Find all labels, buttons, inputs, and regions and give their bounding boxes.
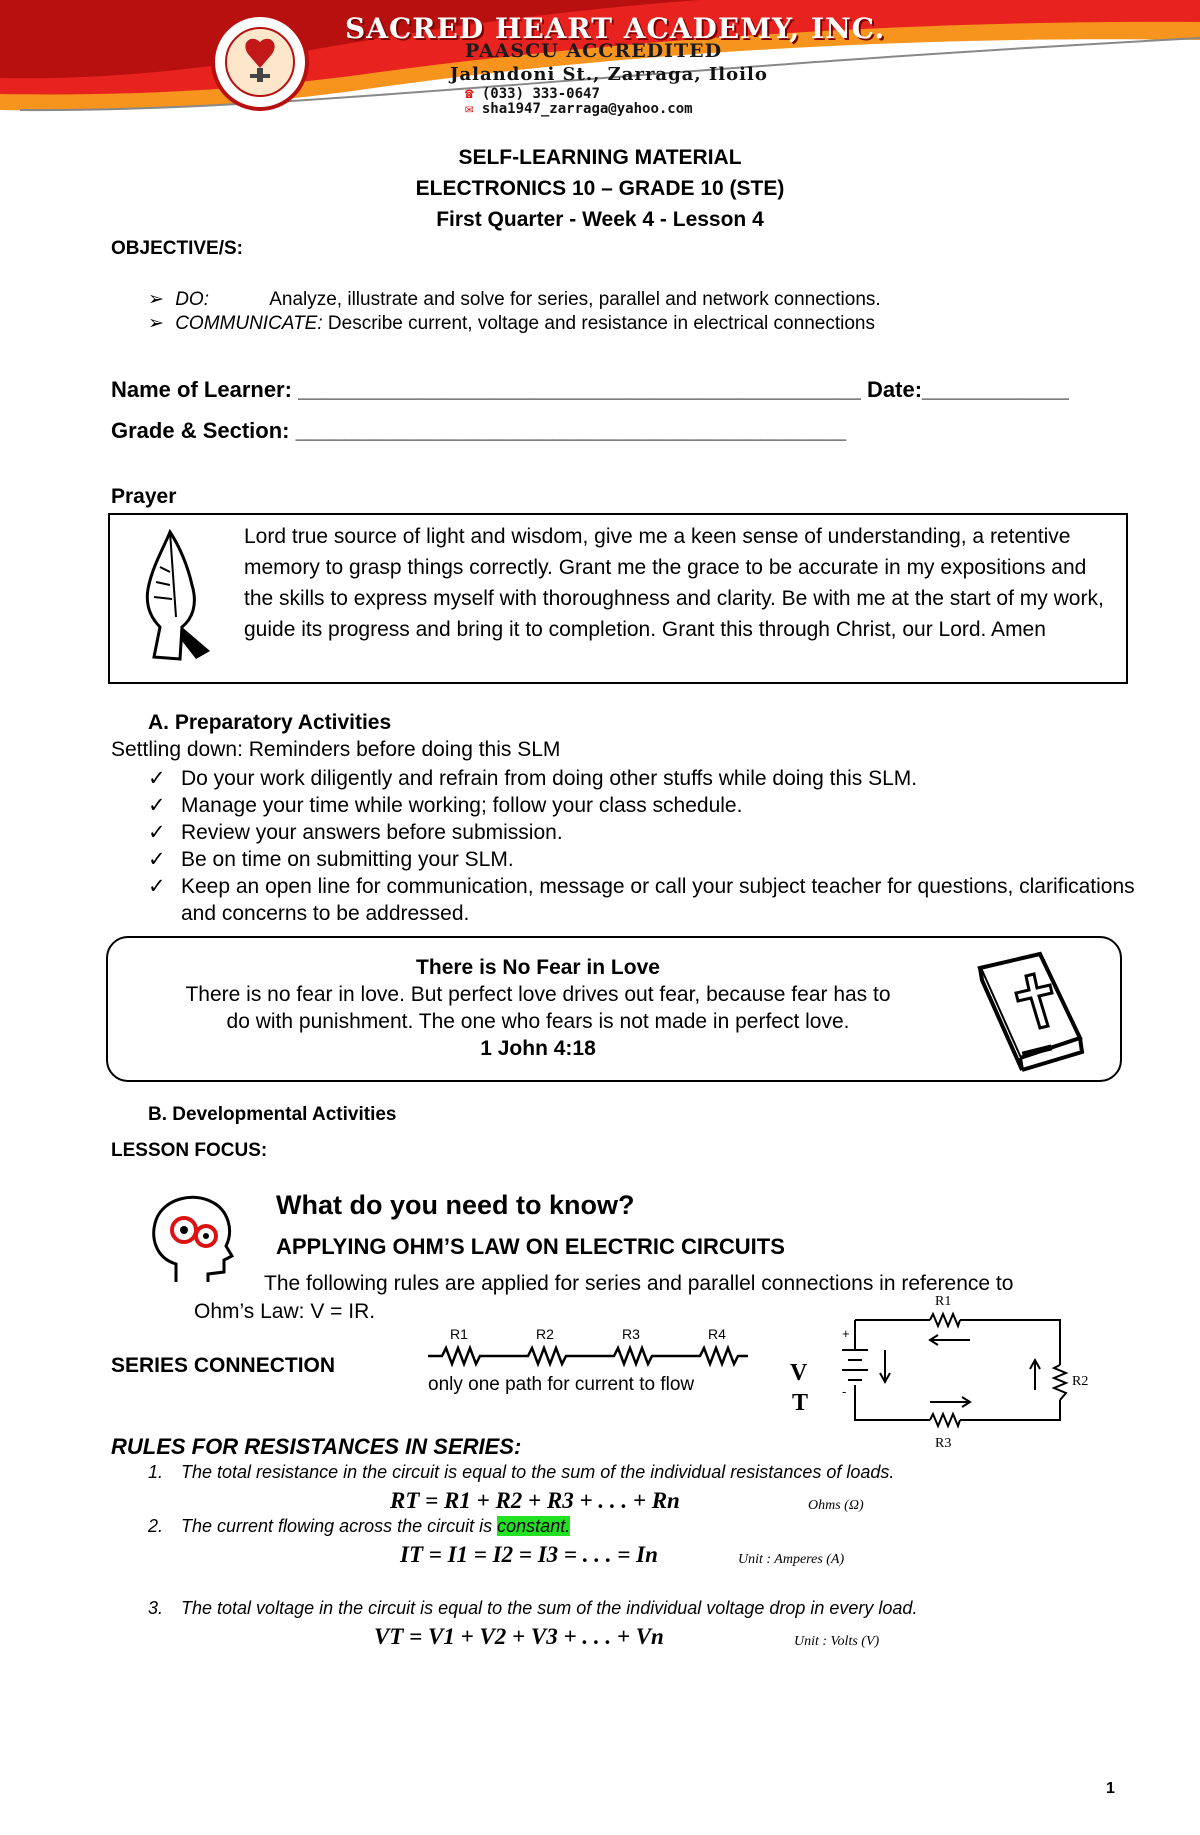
- reminder-item: ✓ Manage your time while working; follow your class schedule.: [148, 794, 743, 817]
- unit-ohms: Ohms (Ω): [808, 1498, 864, 1513]
- resistor-label: R1: [450, 1326, 468, 1342]
- resistor-label: R3: [622, 1326, 640, 1342]
- arrow-bullet-icon: ➢: [148, 289, 164, 310]
- checkmark-icon: ✓: [148, 875, 166, 898]
- reminder-item: ✓ Review your answers before submission.: [148, 821, 563, 844]
- school-name: SACRED HEART ACADEMY, INC.: [345, 12, 886, 45]
- preparatory-intro: Settling down: Reminders before doing this SLM: [111, 738, 561, 761]
- unit-amperes: Unit : Amperes (A): [738, 1552, 845, 1567]
- page-number: 1: [1106, 1780, 1115, 1797]
- prayer-text: Lord true source of light and wisdom, give me a keen sense of understanding, a retentive memory to grasp things correctly. Grant me the grace to be accurate in my expositions and the skills to express myself with thoroughness and clarity. Be with me at the start of my work, guide its progress and bring it to completion. Grant this through Christ, our Lord. Amen: [244, 525, 1104, 641]
- rules-heading: RULES FOR RESISTANCES IN SERIES:: [111, 1434, 522, 1459]
- mail-icon: ✉: [465, 101, 474, 117]
- rule-2: 2. The current flowing across the circuit is constant.: [148, 1516, 571, 1536]
- phone-icon: ☎: [465, 86, 474, 102]
- name-of-learner-field[interactable]: Name of Learner: ______________________________________________ Date:____________: [111, 377, 1069, 402]
- circuit-r2-label: R2: [1072, 1374, 1089, 1389]
- title-line-1: SELF-LEARNING MATERIAL: [458, 146, 742, 169]
- school-seal-icon: [210, 12, 310, 112]
- title-line-3: First Quarter - Week 4 - Lesson 4: [436, 208, 764, 231]
- need-to-know-heading: What do you need to know?: [276, 1190, 635, 1220]
- accreditation: PAASCU ACCREDITED: [465, 40, 723, 62]
- verse-line-2: do with punishment. The one who fears is not made in perfect love.: [226, 1010, 850, 1033]
- developmental-heading: B. Developmental Activities: [148, 1104, 397, 1125]
- series-circuit-diagram: [780, 1290, 1100, 1460]
- prayer-box: [108, 513, 1128, 684]
- verse-reference: 1 John 4:18: [480, 1037, 596, 1060]
- resistor-label: R4: [708, 1326, 726, 1342]
- school-email: ✉ sha1947_zarraga@yahoo.com: [465, 101, 693, 117]
- praying-hands-icon: [130, 527, 220, 662]
- reminder-item: ✓ Keep an open line for communication, message or call your subject teacher for questions, clarifications and concerns to be addressed.: [148, 875, 1135, 925]
- circuit-t-label: T: [792, 1390, 809, 1416]
- prayer-label: Prayer: [111, 485, 177, 508]
- lesson-focus-label: LESSON FOCUS:: [111, 1140, 268, 1161]
- series-caption: only one path for current to flow: [428, 1374, 695, 1395]
- formula-total-current: IT = I1 = I2 = I3 = . . . = In: [400, 1542, 658, 1567]
- rule-3: 3. The total voltage in the circuit is equal to the sum of the individual voltage drop in every load.: [148, 1598, 918, 1618]
- grade-section-field[interactable]: Grade & Section: _____________________________________________: [111, 418, 847, 443]
- objective-communicate: ➢ COMMUNICATE: Describe current, voltage and resistance in electrical connections: [148, 313, 875, 334]
- topic-heading: APPLYING OHM’S LAW ON ELECTRIC CIRCUITS: [276, 1234, 785, 1259]
- objectives-label: OBJECTIVE/S:: [111, 238, 243, 259]
- circuit-minus-label: -: [842, 1384, 847, 1399]
- preparatory-heading: A. Preparatory Activities: [148, 711, 392, 734]
- verse-title: There is No Fear in Love: [416, 956, 660, 979]
- reminder-item: ✓ Be on time on submitting your SLM.: [148, 848, 514, 871]
- ohms-intro-line-2: Ohm’s Law: V = IR.: [194, 1300, 376, 1323]
- reminder-item: ✓ Do your work diligently and refrain from doing other stuffs while doing this SLM.: [148, 767, 918, 790]
- ohms-intro-line-1: The following rules are applied for series and parallel connections in reference to: [264, 1272, 1014, 1295]
- brain-gears-icon: [146, 1190, 242, 1286]
- school-address: Jalandoni St., Zarraga, Iloilo: [450, 64, 768, 85]
- objective-do: ➢ DO: Analyze, illustrate and solve for series, parallel and network connections.: [148, 289, 881, 310]
- verse-line-1: There is no fear in love. But perfect love drives out fear, because fear has to: [185, 983, 891, 1006]
- checkmark-icon: ✓: [148, 794, 166, 817]
- title-line-2: ELECTRONICS 10 – GRADE 10 (STE): [415, 177, 785, 200]
- resistor-label: R2: [536, 1326, 554, 1342]
- circuit-v-label: V: [790, 1360, 808, 1386]
- highlight-constant: constant.: [497, 1516, 571, 1536]
- circuit-plus-label: +: [842, 1326, 850, 1341]
- circuit-r1-label: R1: [935, 1294, 952, 1309]
- rule-1: 1. The total resistance in the circuit is equal to the sum of the individual resistances of loads.: [148, 1462, 895, 1482]
- checkmark-icon: ✓: [148, 848, 166, 871]
- series-connection-label: SERIES CONNECTION: [111, 1354, 336, 1377]
- school-phone: ☎ (033) 333-0647: [465, 86, 600, 102]
- formula-total-resistance: RT = R1 + R2 + R3 + . . . + Rn: [390, 1488, 680, 1513]
- formula-total-voltage: VT = V1 + V2 + V3 + . . . + Vn: [374, 1624, 664, 1649]
- arrow-bullet-icon: ➢: [148, 313, 164, 334]
- checkmark-icon: ✓: [148, 767, 166, 790]
- unit-volts: Unit : Volts (V): [794, 1634, 880, 1649]
- bible-verse-box: [106, 936, 1122, 1082]
- circuit-r3-label: R3: [935, 1436, 952, 1451]
- bible-icon: [970, 948, 1090, 1072]
- checkmark-icon: ✓: [148, 821, 166, 844]
- series-resistor-diagram: [428, 1326, 748, 1406]
